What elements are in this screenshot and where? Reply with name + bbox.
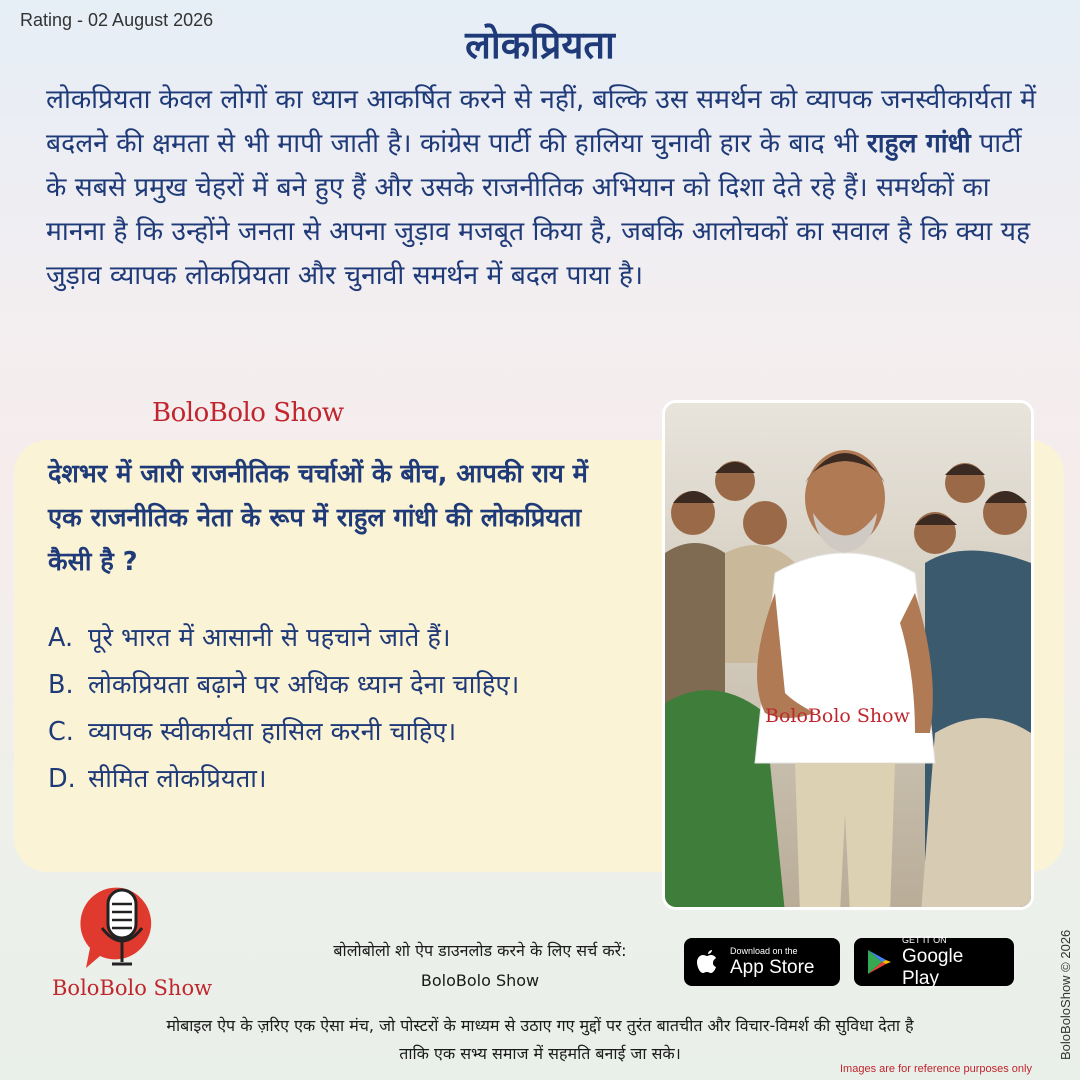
option-letter: D. [48,764,76,794]
footer-text [40,1012,1040,1068]
featured-photo [662,400,1034,910]
option-d[interactable] [48,756,638,803]
footer-line-1: मोबाइल ऐप के ज़रिए एक ऐसा मंच, जो पोस्टरों के माध्यम से उठाए गए मुद्दों पर तुरंत बातचीत और विचार-विमर्श की सुविधा देता है [166,1016,914,1035]
intro-paragraph [46,78,1046,298]
microphone-speech-bubble-icon [80,882,164,972]
app-store-big-text: App Store [730,956,815,978]
app-store-button[interactable] [684,938,840,986]
photo-watermark: BoloBolo Show [765,705,910,727]
google-play-small-text: GET IT ON [902,934,947,945]
footer-line-2: ताकि एक सभ्य समाज में सहमति बनाई जा सके। [399,1044,681,1063]
search-term: BoloBolo Show [420,971,540,990]
download-caption [290,936,670,996]
intro-bold-name: राहुल गांधी [866,128,971,159]
app-logo-name: BoloBolo Show [52,976,213,1000]
google-play-icon [866,948,892,976]
poll-question: देशभर में जारी राजनीतिक चर्चाओं के बीच, आपकी राय में एक राजनीतिक नेता के रूप में राहुल गांधी की लोकप्रियता कैसी है ? [48,459,588,577]
app-store-small-text: Download on the [730,945,798,956]
option-text: सीमित लोकप्रियता। [88,764,267,794]
date-label: Rating - 02 August 2026 [20,10,214,30]
option-text: लोकप्रियता बढ़ाने पर अधिक ध्यान देना चाहिए। [88,670,520,700]
reference-note: Images are for reference purposes only [840,1063,1032,1075]
option-text: पूरे भारत में आसानी से पहचाने जाते हैं। [88,623,451,653]
options-list [48,615,638,803]
option-b[interactable] [48,662,638,709]
page-title: लोकप्रियता [465,23,615,67]
brand-label: BoloBolo Show [152,398,344,428]
option-c[interactable] [48,709,638,756]
google-play-button[interactable] [854,934,1014,989]
google-play-big-text: Google Play [902,945,964,989]
copyright-text: BoloBoloShow © 2026 [1058,929,1073,1060]
download-prompt: बोलोबोलो शो ऐप डाउनलोड करने के लिए सर्च करें: [333,941,627,960]
apple-icon [696,948,720,976]
option-letter: C. [48,717,74,747]
option-letter: B. [48,670,74,700]
option-text: व्यापक स्वीकार्यता हासिल करनी चाहिए। [88,717,457,747]
option-letter: A. [48,623,74,653]
intro-text-start: लोकप्रियता केवल लोगों का ध्यान आकर्षित करने से नहीं, बल्कि उस समर्थन को व्यापक जनस्वीकार्यता में बदलने की क्षमता से भी मापी जाती है। कांग्रेस पार्टी की हालिया चुनावी हार के बाद भी [46,84,1036,159]
intro-text-end: पार्टी के सबसे प्रमुख चेहरों में बने हुए हैं और उसके राजनीतिक अभियान को दिशा देते रहे हैं। समर्थकों का मानना है कि उन्होंने जनता से अपना जुड़ाव मजबूत किया है, जबकि आलोचकों का सवाल है कि क्या यह जुड़ाव व्यापक लोकप्रियता और चुनावी समर्थन में बदल पाया है। [46,128,1031,291]
option-a[interactable] [48,615,638,662]
person-with-crowd-illustration [665,403,1031,907]
